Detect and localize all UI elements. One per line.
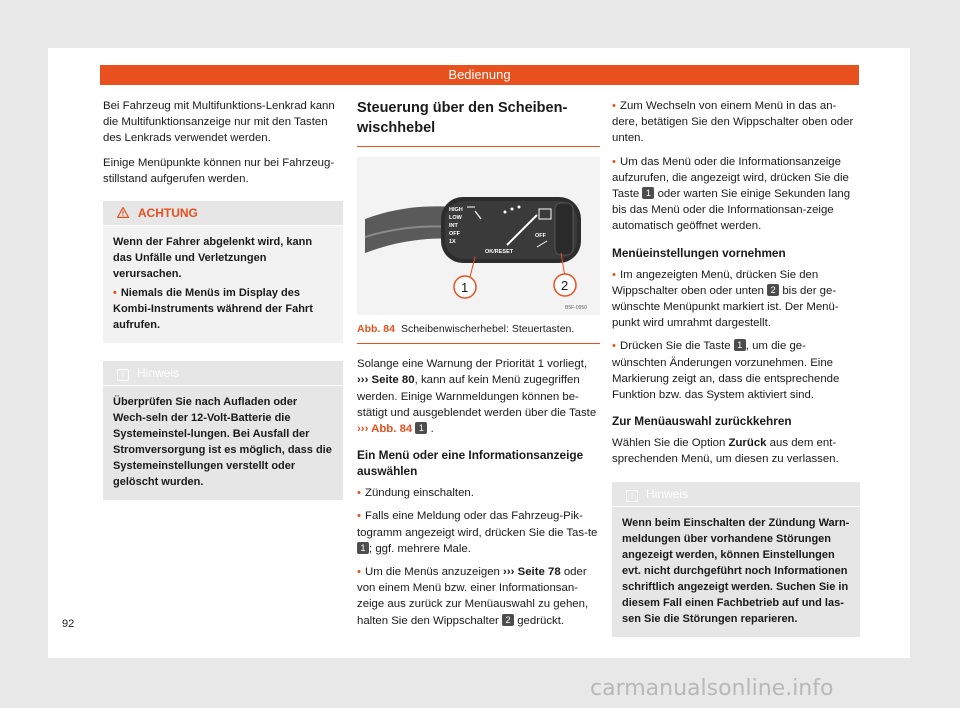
section-header: Bedienung [100, 65, 859, 85]
text: gedrückt. [517, 614, 565, 627]
paragraph [612, 435, 860, 467]
hint-box [612, 482, 860, 637]
figure-caption [357, 321, 600, 344]
bullet-icon: • [612, 340, 616, 353]
column-right [612, 98, 860, 651]
text: ; ggf. mehrere Male. [369, 542, 471, 555]
text: oder warten Sie einige Sekunden lang bis das Menü oder die Informationsan-zeige automatisch geöffnet werden. [612, 188, 851, 233]
bullet-icon: • [612, 155, 616, 168]
caption-text: Scheibenwischerhebel: Steuertasten. [400, 323, 575, 335]
lever-label-off: OFF [449, 231, 460, 237]
text: Drücken Sie die Taste [620, 340, 731, 353]
key-1-badge: 1 [734, 339, 746, 351]
text: , kann auf kein Menü zugegriffen werden. Einige Warnmeldungen können be-stätigt und ausgeblendet werden über die Taste [357, 374, 597, 419]
text: Falls eine Meldung oder das Fahrzeug-Pik-togramm angezeigt wird, drücken Sie die Tas-te [357, 510, 598, 539]
section-title: Steuerung über den Scheiben-wischhebel [357, 98, 600, 147]
key-2-badge: 2 [502, 614, 514, 626]
text: oder von einem Menü bzw. einer Informationsan-zeige aus zurück zur Menüauswahl zu gehen, halten Sie den Wippschalter [357, 566, 589, 627]
hint-body: Überprüfen Sie nach Aufladen oder Wech-seln der 12-Volt-Batterie die Systemeinstel-lungen. Bei Ausfall der Stromversorgung ist es möglich, dass die Systemeinstellungen verstellt oder gelöscht wurden. [103, 385, 343, 500]
text: Im angezeigten Menü, drücken Sie den Wippschalter oben oder unten [612, 268, 819, 297]
hint-title: Hinweis [137, 366, 180, 381]
hint-header [103, 361, 343, 385]
text: , um die ge-wünschten Änderungen vorzunehmen. Eine Markierung zeigt an, dass die entsprechende Funktion bzw. das System aktiviert sind. [612, 340, 840, 402]
wiper-lever-illustration [357, 157, 600, 315]
bullet-icon: • [612, 268, 616, 281]
caption-label: Abb. 84 [357, 323, 395, 335]
column-middle [357, 98, 600, 636]
warning-body [103, 226, 343, 343]
text: Zum Wechseln von einem Menü in das an-dere, betätigen Sie den Wippschalter oben oder unten. [612, 100, 854, 145]
text: Zündung einschalten. [365, 487, 474, 500]
subheading: Menüeinstellungen vornehmen [612, 245, 786, 260]
list-item [357, 564, 600, 629]
lever-label-high: HIGH [449, 207, 463, 213]
warning-title: ACHTUNG [137, 206, 198, 221]
key-1-badge: 1 [415, 422, 427, 434]
list-item [357, 485, 600, 501]
bullet-icon: • [612, 100, 616, 112]
list-item [612, 98, 860, 147]
info-icon: i [117, 369, 129, 381]
bullet-icon: • [113, 287, 117, 300]
list-item [357, 508, 600, 557]
key-1-badge: 1 [357, 542, 369, 554]
paragraph: Einige Menüpunkte können nur bei Fahrzeug-stillstand aufgerufen werden. [103, 156, 335, 185]
figure-code: B5F-0950 [565, 305, 587, 311]
callout-2: 2 [561, 278, 569, 293]
page-link[interactable]: ››› Seite 78 [503, 566, 561, 579]
lever-label-low: LOW [449, 215, 462, 221]
list-item [612, 154, 860, 235]
text: Um das Menü oder die Informationsanzeige aufzurufen, die angezeigt wird, drücken Sie die Taste [612, 155, 849, 201]
hint-title: Hinweis [646, 486, 689, 501]
page-number: 92 [62, 618, 75, 630]
lever-label-1x: 1X [449, 239, 456, 245]
text: . [430, 423, 434, 436]
key-1-badge: 1 [642, 187, 654, 199]
warning-header [103, 201, 343, 226]
text: Wählen Sie die Option [612, 437, 726, 450]
subheading: Ein Menü oder eine Informationsanzeige auswählen [357, 448, 584, 479]
warning-icon [117, 207, 129, 218]
lever-label-int: INT [449, 223, 458, 229]
paragraph: Bei Fahrzeug mit Multifunktions-Lenkrad kann die Multifunktionsanzeige nur mit den Tasten des Lenkrads verwendet werden. [103, 100, 335, 145]
paragraph [357, 356, 600, 437]
lever-label-off2: OFF [535, 233, 546, 239]
watermark: carmanualsonline.info [590, 676, 834, 701]
info-icon: i [626, 490, 638, 502]
subheading: Zur Menüauswahl zurückkehren [612, 414, 792, 429]
key-2-badge: 2 [767, 284, 779, 296]
figure-link[interactable]: ››› Abb. 84 [357, 423, 413, 436]
page-link[interactable]: ››› Seite 80 [357, 374, 415, 387]
list-item [612, 338, 860, 403]
bullet-icon: • [357, 566, 361, 579]
text: Solange eine Warnung der Priorität 1 vorliegt, [357, 358, 588, 371]
column-left [103, 98, 343, 514]
warning-text: Wenn der Fahrer abgelenkt wird, kann das Unfälle und Verletzungen verursachen. [113, 236, 313, 281]
hint-body: Wenn beim Einschalten der Zündung Warn-meldungen über vorhandene Störungen angezeigt werden, können Einstellungen evt. nicht durchgeführt noch Informationen schriftlich angezeigt werden. Suchen Sie in diesem Fall einen Fachbetrieb auf und las-sen Sie die Störungen reparieren. [612, 506, 860, 637]
text: aus dem ent-sprechenden Menü, um diesen zu verlassen. [612, 437, 839, 466]
bullet-icon: • [357, 487, 361, 500]
text: bis der ge-wünschte Menüpunkt markiert ist. Der Menü-punkt wird umrahmt dargestellt. [612, 284, 839, 330]
hint-header [612, 482, 860, 506]
text: Um die Menüs anzuzeigen [365, 566, 500, 579]
option-name: Zurück [728, 437, 767, 450]
warning-bullet [113, 285, 333, 333]
list-item [612, 267, 860, 332]
wiper-lever-figure [357, 157, 600, 315]
warning-box [103, 201, 343, 343]
lever-label-ok-reset: OK/RESET [485, 249, 514, 255]
callout-1: 1 [461, 280, 469, 295]
bullet-icon: • [357, 510, 361, 523]
hint-box [103, 361, 343, 500]
warning-bullet-text: Niemals die Menüs im Display des Kombi-Instruments während der Fahrt aufrufen. [113, 287, 313, 332]
